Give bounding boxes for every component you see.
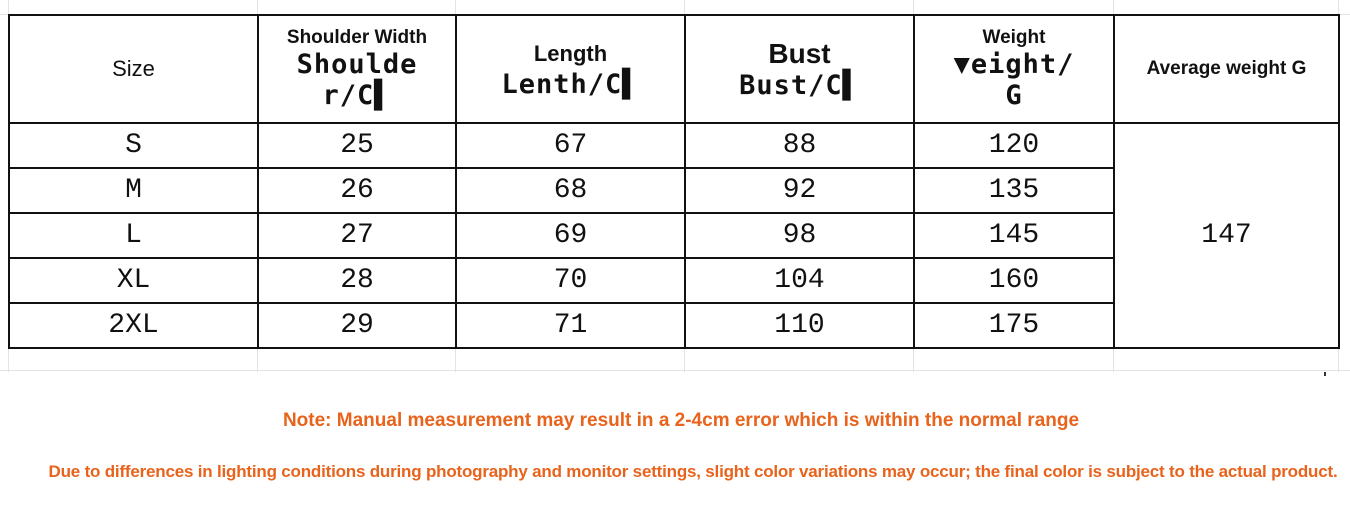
weight-cell: 160	[914, 258, 1114, 303]
shoulder-header-code-1: Shoulde	[296, 49, 418, 80]
bust-cell: 88	[685, 123, 914, 168]
weight-cell: 175	[914, 303, 1114, 348]
bust-cell: 110	[685, 303, 914, 348]
shoulder-header-code-2: r/C▌	[322, 80, 392, 111]
average-weight-cell: 147	[1114, 123, 1339, 348]
bust-header-en: Bust	[768, 37, 831, 69]
bust-header	[685, 15, 914, 123]
size-header	[9, 15, 258, 123]
weight-header-en: Weight	[982, 27, 1046, 48]
measurement-note: Note: Manual measurement may result in a 2-4cm error which is within the normal range	[282, 410, 1080, 431]
length-cell: 67	[456, 123, 685, 168]
bust-header-code: Bust/C▌	[739, 69, 860, 101]
shoulder-cell: 25	[258, 123, 456, 168]
shoulder-cell: 26	[258, 168, 456, 213]
bust-cell: 92	[685, 168, 914, 213]
table-header-row	[9, 15, 1339, 123]
length-cell: 69	[456, 213, 685, 258]
length-cell: 71	[456, 303, 685, 348]
shoulder-cell: 29	[258, 303, 456, 348]
size-cell: L	[9, 213, 258, 258]
size-cell: S	[9, 123, 258, 168]
size-cell: XL	[9, 258, 258, 303]
weight-header-code-1: ▼eight/	[953, 49, 1075, 80]
weight-cell: 120	[914, 123, 1114, 168]
sheet-tick-mark	[1324, 372, 1326, 376]
weight-header	[914, 15, 1114, 123]
length-cell: 68	[456, 168, 685, 213]
shoulder-header-en: Shoulder Width	[286, 27, 428, 48]
length-cell: 70	[456, 258, 685, 303]
shoulder-cell: 28	[258, 258, 456, 303]
size-cell: 2XL	[9, 303, 258, 348]
size-chart-table	[8, 14, 1340, 349]
weight-cell: 135	[914, 168, 1114, 213]
size-cell: M	[9, 168, 258, 213]
weight-header-code-2: G	[1005, 80, 1023, 111]
bust-cell: 98	[685, 213, 914, 258]
color-note: Due to differences in lighting conditions during photography and monitor settings, slight color variations may occur; the final color is subject to the actual product.	[48, 462, 1338, 481]
shoulder-cell: 27	[258, 213, 456, 258]
table-row	[9, 123, 1339, 168]
shoulder-header	[258, 15, 456, 123]
length-header-code: Lenth/C▌	[501, 68, 640, 100]
length-header-en: Length	[533, 40, 608, 66]
length-header	[456, 15, 685, 123]
average-weight-header-label: Average weight G	[1146, 58, 1307, 79]
weight-cell: 145	[914, 213, 1114, 258]
bust-cell: 104	[685, 258, 914, 303]
average-weight-header	[1114, 15, 1339, 123]
size-header-label: Size	[112, 56, 155, 81]
